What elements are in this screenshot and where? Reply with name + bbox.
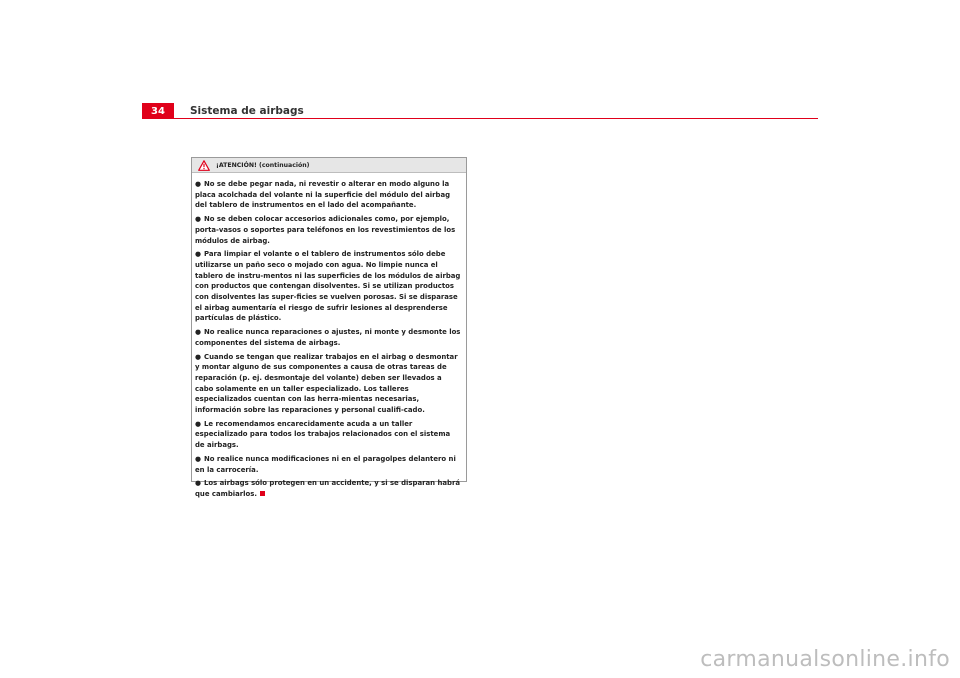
bullet-icon: ●: [195, 250, 202, 259]
warning-header: [192, 158, 466, 173]
bullet-icon: ●: [195, 328, 202, 337]
warning-item: ● No se debe pegar nada, ni revestir o alterar en modo alguno la placa acolchada del volante ni la superficie del módulo del airbag del tablero de instrumentos en el lado del acompañante.: [195, 180, 451, 210]
warning-triangle-icon: [198, 160, 210, 171]
warning-item: ● Le recomendamos encarecidamente acuda a un taller especializado para todos los trabajos relacionados con el sistema de airbags.: [195, 419, 451, 450]
bullet-icon: ●: [195, 419, 202, 428]
bullet-icon: ●: [195, 180, 202, 188]
bullet-icon: ●: [195, 454, 202, 463]
page-number: 34: [151, 105, 165, 117]
warning-item: ● Los airbags sólo protegen en un accidente, y si se disparan habrá que cambiarlos.: [195, 479, 460, 498]
bullet-icon: ●: [195, 479, 202, 488]
warning-item: ● No realice nunca modificaciones ni en el paragolpes delantero ni en la carrocería.: [195, 454, 456, 474]
warning-item: ● No realice nunca reparaciones o ajustes, ni monte y desmonte los componentes del sistema de airbags.: [195, 328, 461, 347]
warning-list: [192, 173, 466, 500]
warning-item: ● Cuando se tengan que realizar trabajos en el airbag o desmontar y montar alguno de sus componentes a causa de otras tareas de reparación (p. ej. desmontaje del volante) deben ser llevados a cabo solamente en un taller especializado. Los talleres especializados cuentan con las herra-mientas necesarias, información sobre las reparaciones y personal cualifi-cado.: [195, 352, 458, 415]
bullet-icon: ●: [195, 215, 202, 224]
header-divider: [142, 118, 818, 119]
warning-title: ¡ATENCIÓN! (continuación): [216, 161, 310, 169]
page-number-badge: [142, 103, 174, 119]
page-title: Sistema de airbags: [190, 105, 304, 117]
warning-item: ● No se deben colocar accesorios adicionales como, por ejemplo, porta-vasos o soportes para teléfonos en los revestimientos de los módulos de airbag.: [195, 215, 456, 245]
watermark: carmanualsonline.info: [700, 647, 950, 672]
bullet-icon: ●: [195, 352, 202, 361]
warning-item: ● Para limpiar el volante o el tablero de instrumentos sólo debe utilizarse un paño seco o mojado con agua. No limpie nunca el tablero de instru-mentos ni las superficies de los módulos de airbag con productos que contengan disolventes. Si se utilizan productos con disolventes las super-ficies se vuelven porosas. Si se disparase el airbag aumentaría el riesgo de sufrir lesiones al desprenderse partículas de plástico.: [195, 250, 461, 323]
warning-box: [191, 157, 467, 498]
section-end-icon: [260, 491, 265, 496]
